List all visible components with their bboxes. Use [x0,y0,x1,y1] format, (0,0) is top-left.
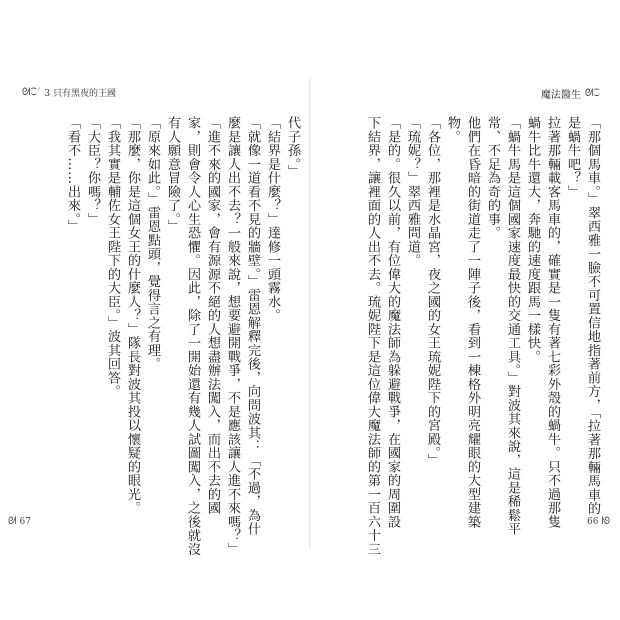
text-column: 「我其實是輔佐女王陛下的大臣。」波其回答。 [105,116,120,399]
text-column: 常、不足為奇的事。 [485,116,500,240]
left-running-title: 3 只有黑夜的王國 [44,89,116,99]
text-column: 「結界是什麼？」達修一頭霧水。 [265,116,280,323]
right-page-number [587,516,610,527]
page-gutter [309,78,311,548]
right-page-number-value: 66 [587,516,599,527]
text-column: 「蝸牛馬是這個國家速度最快的交通工具。」對波其來說，這是稀鬆平 [505,116,520,536]
text-column: 家，則會令人心生恐懼。因此，除了一開始還有幾人試圖闖入，之後就沒 [185,116,200,556]
text-column: 「就像一道看不見的牆壁。」雷恩解釋完後，向問波其：「不過，為什 [245,116,260,536]
text-column: 「是的。很久以前，有位偉大的魔法師為躲避戰爭，在國家的周圍設 [385,116,400,529]
text-column: 「各位，那裡是水晶宮，夜之國的女王琉妮陛下的宮殿。」 [425,116,440,467]
text-column: 「進不來的國家，會有源源不絕的人想盡辦法闖入，而出不去的國 [205,116,220,515]
left-page-number [8,516,31,527]
right-running-title: 魔法醫生 [540,90,581,101]
swirl-ornament-icon: ᘛ [8,516,17,527]
text-column: 「大臣？你嗎？」 [85,116,100,226]
text-column: 有人願意冒險了。」 [165,116,180,234]
text-column: 「那麼，你是這個女王的什麼人？」隊長對波其投以懷疑的眼光。 [125,116,140,515]
text-column: 拉著那輛載客馬車的，確實是一隻有著七彩外殼的蝸牛。只不過那隻 [545,116,560,529]
text-column: 蝸牛比牛還大，奔馳的速度跟馬一樣快。 [525,116,540,364]
text-column: 麼是讓人出不去？一般來說，想要避開戰爭，不是應該讓人進不來嗎？」 [225,116,240,556]
right-running-header [541,86,600,101]
text-column: 代子孫。」 [285,116,300,179]
left-running-header [22,86,116,99]
left-page-number-value: 67 [19,516,31,527]
text-column: 下結界，讓裡面的人出不去。琉妮陛下是這位偉大魔法師的第一百六十三 [365,116,380,556]
text-column: 物。 [445,116,460,144]
text-column: 「那個馬車。」翠西雅一臉不可置信地指著前方，「拉著那輛馬車的 [585,116,600,516]
text-column: 「原來如此。」雷恩點頭，覺得言之有理。 [145,116,160,371]
text-column: 「看不……出來。」 [65,116,80,234]
text-column: 「琉妮？」翠西雅問道。 [405,116,420,268]
text-column: 他們在昏暗的街道走了一陣子後，看到一棟格外明亮耀眼的大型建築 [465,116,480,529]
swirl-ornament-icon: ᘚ [601,516,610,527]
swirl-ornament-icon: ᘛ⁐ᐟ [22,87,41,98]
swirl-ornament-icon: ᘛ⁐ [584,88,600,99]
text-column: 是蝸牛吧？」 [565,116,580,199]
